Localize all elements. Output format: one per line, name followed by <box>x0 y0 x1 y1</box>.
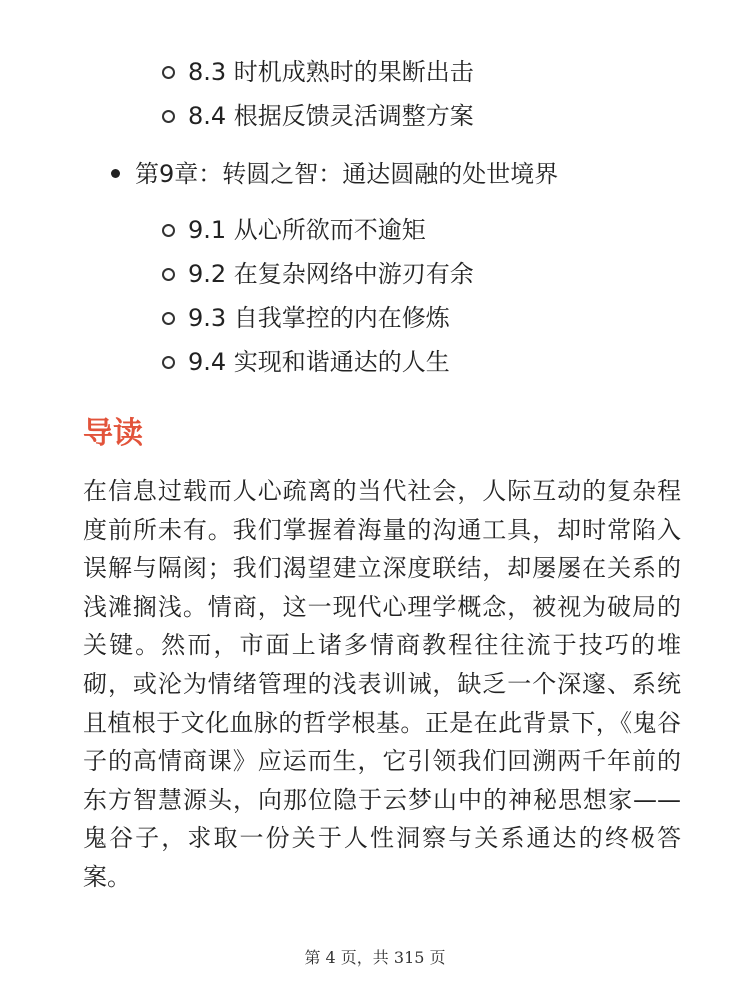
list-item-label: 9.3 自我掌控的内在修炼 <box>188 304 450 332</box>
list-item <box>0 208 750 252</box>
hollow-bullet-icon <box>162 110 175 123</box>
list-item-label: 8.4 根据反馈灵活调整方案 <box>188 102 474 130</box>
chapter-9-subsection-list <box>0 208 750 384</box>
list-item <box>0 50 750 94</box>
hollow-bullet-icon <box>162 268 175 281</box>
body-paragraph: 在信息过载而人心疏离的当代社会，人际互动的复杂程度前所未有。我们掌握着海量的沟通工具，却时常陷入误解与隔阂；我们渴望建立深度联结，却屡屡在关系的浅滩搁浅。情商，这一现代心理学概念，被视为破局的关键。然而，市面上诸多情商教程往往流于技巧的堆砌，或沦为情绪管理的浅表训诫，缺乏一个深邃、系统且植根于文化血脉的哲学根基。正是在此背景下，《鬼谷子的高情商课》应运而生，它引领我们回溯两千年前的东方智慧源头，向那位隐于云梦山中的神秘思想家——鬼谷子，求取一份关于人性洞察与关系通达的终极答案。 <box>83 477 681 891</box>
list-item-label: 9.1 从心所欲而不逾矩 <box>188 216 426 244</box>
hollow-bullet-icon <box>162 312 175 325</box>
list-item <box>0 296 750 340</box>
hollow-bullet-icon <box>162 224 175 237</box>
solid-bullet-icon <box>111 169 120 178</box>
page-number-footer: 第 4 页，共 315 页 <box>304 948 446 967</box>
list-item <box>0 94 750 138</box>
list-item <box>0 252 750 296</box>
list-item <box>0 340 750 384</box>
list-item-label: 8.3 时机成熟时的果断出击 <box>188 58 474 86</box>
chapter-9-item <box>0 152 750 196</box>
chapter-title: 第9章：转圆之智：通达圆融的处世境界 <box>135 160 559 188</box>
list-item-label: 9.4 实现和谐通达的人生 <box>188 348 450 376</box>
hollow-bullet-icon <box>162 356 175 369</box>
section-heading: 导读 <box>83 416 143 451</box>
hollow-bullet-icon <box>162 66 175 79</box>
list-item-label: 9.2 在复杂网络中游刃有余 <box>188 260 474 288</box>
chapter-8-subsection-list <box>0 50 750 138</box>
